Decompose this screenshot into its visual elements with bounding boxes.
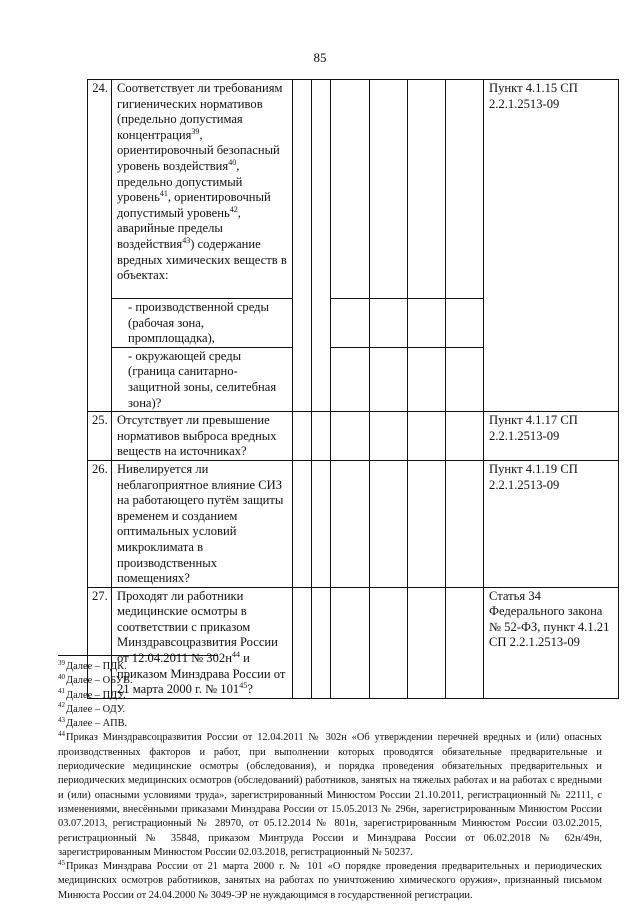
reference-text: Пункт 4.1.19 СП 2.2.1.2513-09 (484, 460, 619, 587)
answer-cell[interactable] (293, 412, 312, 461)
footnote-ref: 43 (182, 235, 191, 245)
answer-cell[interactable] (408, 412, 446, 461)
answer-cell[interactable] (408, 460, 446, 587)
footnote (58, 703, 602, 717)
footnote-text: Далее – ОДУ. (66, 703, 126, 715)
answer-cell[interactable] (293, 80, 312, 412)
footnote (58, 717, 602, 731)
answer-cell[interactable] (446, 299, 484, 348)
answer-cell[interactable] (331, 80, 370, 299)
answer-cell[interactable] (446, 412, 484, 461)
answer-cell[interactable] (370, 460, 408, 587)
requirement-text: Отсутствует ли превышение нормативов выброса вредных веществ на источниках? (112, 412, 293, 461)
footnote-text: Приказ Минздравсоцразвития России от 12.04.2011 № 302н «Об утверждении перечней вредных и (или) опасных производственных факторов и работ, при выполнении которых проводятся обязательные предварительные и периодические медицинские осмотры (обследования), и порядка проведения обязательных предварительных и периодических медицинских осмотров (обследований) работников, занятых на тяжелых работах и на работах с вредными и (или) опасными условиями труда», зарегистрированный Минюстом России 21.10.2011, регистрационный № 22111, с изменениями, внесёнными приказами Минздрава России от 15.05.2013 № 296н, зарегистрированным Минюстом России 03.07.2013, регистрационный № 28970, от 05.12.2014 № 801н, зарегистрированным Минюстом России 03.02.2015, регистрационный № 35848, приказом Минтруда России и Минздрава России от 06.02.2018 № 62н/49н, зарегистрированным Минюстом России 02.03.2018, регистрационный № 50237. (58, 732, 602, 858)
row-number: 25. (88, 412, 112, 461)
requirement-text: Нивелируется ли неблагоприятное влияние СИЗ на работающего путём защиты временем и созданием оптимальных условий микроклимата в производственных помещениях? (112, 460, 293, 587)
answer-cell[interactable] (408, 299, 446, 348)
answer-cell[interactable] (331, 412, 370, 461)
footnote-mark: 44 (58, 730, 65, 739)
answer-cell[interactable] (370, 347, 408, 411)
footnote (58, 860, 602, 903)
requirement-text: Проходят ли работники медицинские осмотры в соответствии с приказом Минздравсоцразвития России от 12.04.2011 № $302н^{44}$ и приказом Минздрава России от 21 марта 2000 г. № $101^{45}$? (112, 587, 293, 698)
footnote-ref: 41 (159, 188, 168, 198)
footnote-text: Далее – ПДК. (66, 661, 127, 672)
page-number: 85 (313, 50, 327, 65)
answer-cell[interactable] (370, 299, 408, 348)
row-number: 27. (88, 587, 112, 698)
answer-cell[interactable] (312, 80, 331, 412)
checklist-row (88, 80, 619, 299)
answer-cell[interactable] (331, 347, 370, 411)
footnotes (58, 660, 602, 903)
footnote-ref: 44 (231, 649, 240, 659)
footnote (58, 731, 602, 860)
reference-text: Пункт 4.1.15 СП 2.2.1.2513-09 (484, 80, 619, 412)
answer-cell[interactable] (331, 299, 370, 348)
footnote-text: Далее – ПДУ. (66, 689, 126, 701)
answer-cell[interactable] (331, 460, 370, 587)
footnote-mark: 42 (58, 701, 65, 710)
footnote (58, 660, 602, 674)
answer-cell[interactable] (446, 460, 484, 587)
checklist-table (87, 79, 619, 699)
answer-cell[interactable] (446, 347, 484, 411)
reference-text: Статья 34 Федерального закона № 52-ФЗ, пункт 4.1.21 СП 2.2.1.2513-09 (484, 587, 619, 698)
footnote-mark: 43 (58, 715, 65, 724)
footnote (58, 672, 602, 691)
footnote (58, 689, 602, 703)
answer-cell[interactable] (370, 412, 408, 461)
requirement-subitem: - окружающей среды (граница санитарно-защитной зоны, селитебная зона)? (112, 347, 293, 411)
footnote-ref: 39 (191, 126, 200, 136)
footnote-text: Далее – ОБУВ. (66, 675, 133, 687)
answer-cell[interactable] (312, 460, 331, 587)
footnote-mark: 39 (58, 658, 65, 667)
footnote-ref: 42 (229, 204, 238, 214)
reference-text: Пункт 4.1.17 СП 2.2.1.2513-09 (484, 412, 619, 461)
answer-cell[interactable] (446, 80, 484, 299)
footnote-mark: 45 (58, 858, 65, 867)
row-number: 24. (88, 80, 112, 412)
footnote-ref: 40 (228, 157, 237, 167)
footnote-text: Далее – АПВ. (66, 718, 128, 730)
checklist-row (88, 460, 619, 587)
answer-cell[interactable] (408, 80, 446, 299)
requirement-subitem: - производственной среды (рабочая зона, промплощадка), (112, 299, 293, 348)
footnote-mark: 41 (58, 687, 65, 696)
row-number: 26. (88, 460, 112, 587)
footnote-text: Приказ Минздрава России от 21 марта 2000 г. № 101 «О порядке проведения предварительных и периодических медицинских осмотров работников, занятых на работах по уничтожению химического оружия», признанный письмом Минюста России от 24.04.2000 № 3049-ЭР не нуждающимся в государственной регистрации. (58, 861, 602, 901)
requirement-text: Соответствует ли требованиям гигиенических нормативов (предельно допустимая концентрация$^{39}$, ориентировочный безопасный уровень воздействия$^{40}$, предельно допустимый уровень$^{41}$, ориентировочный допустимый уровень$^{42}$, аварийные пределы воздействия$^{43}$) содержание вредных химических веществ в объектах: (112, 80, 293, 299)
checklist-row (88, 412, 619, 461)
footnote-separator (58, 655, 218, 656)
footnote-ref: 45 (239, 681, 248, 691)
footnote-mark: 40 (58, 672, 65, 681)
answer-cell[interactable] (293, 460, 312, 587)
answer-cell[interactable] (312, 412, 331, 461)
answer-cell[interactable] (408, 347, 446, 411)
answer-cell[interactable] (370, 80, 408, 299)
